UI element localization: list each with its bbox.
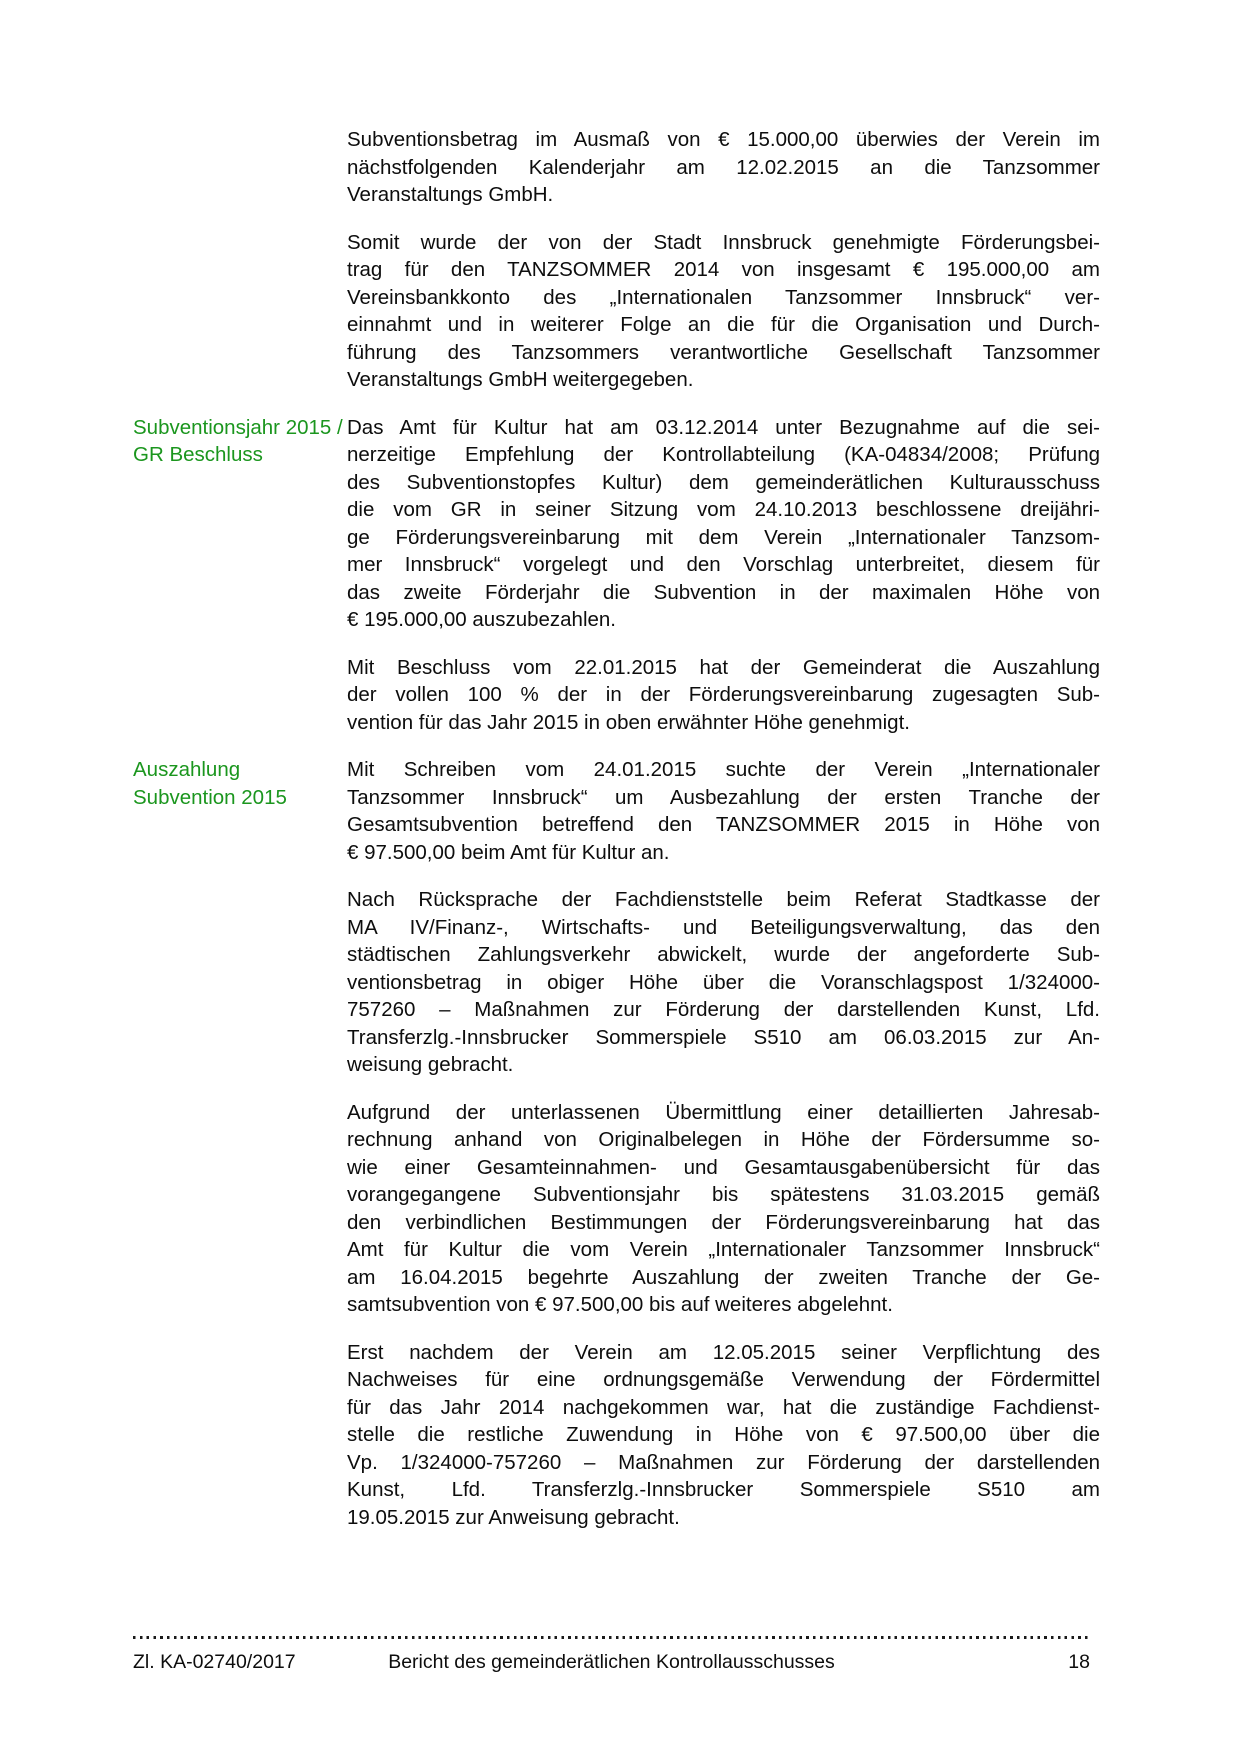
text-line: weisung gebracht.: [347, 1053, 514, 1076]
margin-label-line: Subventionsjahr 2015 /: [133, 415, 343, 439]
text-line: Kunst, Lfd. Transferzlg.-Innsbrucker Sommerspiele S510 am: [347, 1478, 1100, 1501]
paragraph: [347, 1339, 1100, 1532]
text-line: für das Jahr 2014 nachgekommen war, hat die zuständige Fachdienst-: [347, 1395, 1100, 1419]
margin-label-line: GR Beschluss: [133, 443, 263, 466]
text-line: mer Innsbruck“ vorgelegt und den Vorschlag unterbreitet, diesem für: [347, 553, 1100, 576]
text-line: die vom GR in seiner Sitzung vom 24.10.2013 beschlossene dreijähri-: [347, 498, 1100, 521]
text-line: den verbindlichen Bestimmungen der Förderungsvereinbarung hat das: [347, 1210, 1100, 1234]
text-line: MA IV/Finanz-, Wirtschafts- und Beteiligungsverwaltung, das den: [347, 915, 1100, 939]
text-line: Veranstaltungs GmbH.: [347, 183, 554, 206]
content-row: [133, 1099, 1100, 1319]
footer-reference: Zl. KA-02740/2017: [133, 1651, 296, 1673]
text-line: das zweite Förderjahr die Subvention in der maximalen Höhe von: [347, 580, 1100, 604]
margin-label: [133, 126, 347, 209]
margin-label: [133, 886, 347, 1079]
content-row: [133, 756, 1100, 866]
text-line: Gesamtsubvention betreffend den TANZSOMMER 2015 in Höhe von: [347, 813, 1100, 836]
text-line: der vollen 100 % der in der Förderungsvereinbarung zugesagten Sub-: [347, 683, 1100, 706]
text-line: Nachweises für eine ordnungsgemäße Verwendung der Fördermittel: [347, 1368, 1100, 1391]
text-line: führung des Tanzsommers verantwortliche Gesellschaft Tanzsommer: [347, 340, 1100, 364]
margin-label: [133, 756, 347, 866]
paragraph: [347, 886, 1100, 1079]
page-footer: [133, 1636, 1090, 1674]
footer-text-row: [133, 1650, 1090, 1674]
text-line: nächstfolgenden Kalenderjahr am 12.02.2015 an die Tanzsommer: [347, 155, 1100, 179]
text-line: rechnung anhand von Originalbelegen in Höhe der Fördersumme so-: [347, 1128, 1100, 1151]
margin-label-line: Auszahlung: [133, 758, 241, 781]
margin-label: [133, 414, 347, 634]
text-line: Veranstaltungs GmbH weitergegeben.: [347, 368, 694, 391]
text-line: am 16.04.2015 begehrte Auszahlung der zweiten Tranche der Ge-: [347, 1265, 1100, 1289]
text-line: Aufgrund der unterlassenen Übermittlung einer detaillierten Jahresab-: [347, 1100, 1100, 1124]
paragraph: [347, 229, 1100, 394]
text-line: ge Förderungsvereinbarung mit dem Verein „Internationaler Tanzsom-: [347, 525, 1100, 549]
text-line: Amt für Kultur die vom Verein „Internationaler Tanzsommer Innsbruck“: [347, 1238, 1100, 1261]
text-line: samtsubvention von € 97.500,00 bis auf weiteres abgelehnt.: [347, 1293, 893, 1316]
paragraph: [347, 654, 1100, 737]
content-row: [133, 654, 1100, 737]
content-row: [133, 1339, 1100, 1532]
footer-title: Bericht des gemeinderätlichen Kontrollausschusses: [388, 1651, 835, 1673]
text-line: ventionsbetrag in obiger Höhe über die Voranschlagspost 1/324000-: [347, 970, 1100, 994]
margin-label-line: Subvention 2015: [133, 785, 287, 809]
text-line: Erst nachdem der Verein am 12.05.2015 seiner Verpflichtung des: [347, 1340, 1100, 1364]
text-line: wie einer Gesamteinnahmen- und Gesamtausgabenübersicht für das: [347, 1155, 1100, 1179]
text-line: Mit Beschluss vom 22.01.2015 hat der Gemeinderat die Auszahlung: [347, 655, 1100, 679]
margin-label: [133, 1099, 347, 1319]
text-line: Das Amt für Kultur hat am 03.12.2014 unter Bezugnahme auf die sei-: [347, 415, 1100, 439]
text-line: vorangegangene Subventionsjahr bis spätestens 31.03.2015 gemäß: [347, 1183, 1100, 1206]
text-line: Vereinsbankkonto des „Internationalen Tanzsommer Innsbruck“ ver-: [347, 285, 1100, 309]
text-line: einnahmt und in weiterer Folge an die für die Organisation und Durch-: [347, 313, 1100, 336]
footer-dotted-separator: [133, 1636, 1090, 1639]
paragraph: [347, 126, 1100, 209]
text-line: nerzeitige Empfehlung der Kontrollabteilung (KA-04834/2008; Prüfung: [347, 443, 1100, 466]
text-line: stelle die restliche Zuwendung in Höhe von € 97.500,00 über die: [347, 1423, 1100, 1446]
content-row: [133, 229, 1100, 394]
text-line: städtischen Zahlungsverkehr abwickelt, wurde der angeforderte Sub-: [347, 943, 1100, 966]
content-row: [133, 414, 1100, 634]
text-line: des Subventionstopfes Kultur) dem gemeinderätlichen Kulturausschuss: [347, 470, 1100, 494]
text-line: Mit Schreiben vom 24.01.2015 suchte der Verein „Internationaler: [347, 758, 1100, 781]
text-line: Vp. 1/324000-757260 – Maßnahmen zur Förderung der darstellenden: [347, 1450, 1100, 1474]
paragraph: [347, 1099, 1100, 1319]
text-line: Transferzlg.-Innsbrucker Sommerspiele S510 am 06.03.2015 zur An-: [347, 1025, 1100, 1049]
text-line: trag für den TANZSOMMER 2014 von insgesamt € 195.000,00 am: [347, 258, 1100, 281]
content-row: [133, 126, 1100, 209]
text-line: Somit wurde der von der Stadt Innsbruck genehmigte Förderungsbei-: [347, 230, 1100, 254]
text-line: 19.05.2015 zur Anweisung gebracht.: [347, 1505, 680, 1529]
paragraph: [347, 756, 1100, 866]
text-line: 757260 – Maßnahmen zur Förderung der darstellenden Kunst, Lfd.: [347, 998, 1100, 1021]
text-line: Nach Rücksprache der Fachdienststelle beim Referat Stadtkasse der: [347, 888, 1100, 911]
report-content: [133, 126, 1100, 1551]
footer-page-number: 18: [1068, 1651, 1090, 1673]
text-line: Subventionsbetrag im Ausmaß von € 15.000,00 überwies der Verein im: [347, 128, 1100, 151]
text-line: vention für das Jahr 2015 in oben erwähnter Höhe genehmigt.: [347, 710, 910, 734]
text-line: € 195.000,00 auszubezahlen.: [347, 608, 617, 631]
content-row: [133, 886, 1100, 1079]
paragraph: [347, 414, 1100, 634]
margin-label: [133, 229, 347, 394]
margin-label: [133, 1339, 347, 1532]
text-line: € 97.500,00 beim Amt für Kultur an.: [347, 840, 670, 864]
text-line: Tanzsommer Innsbruck“ um Ausbezahlung der ersten Tranche der: [347, 785, 1100, 809]
margin-label: [133, 654, 347, 737]
